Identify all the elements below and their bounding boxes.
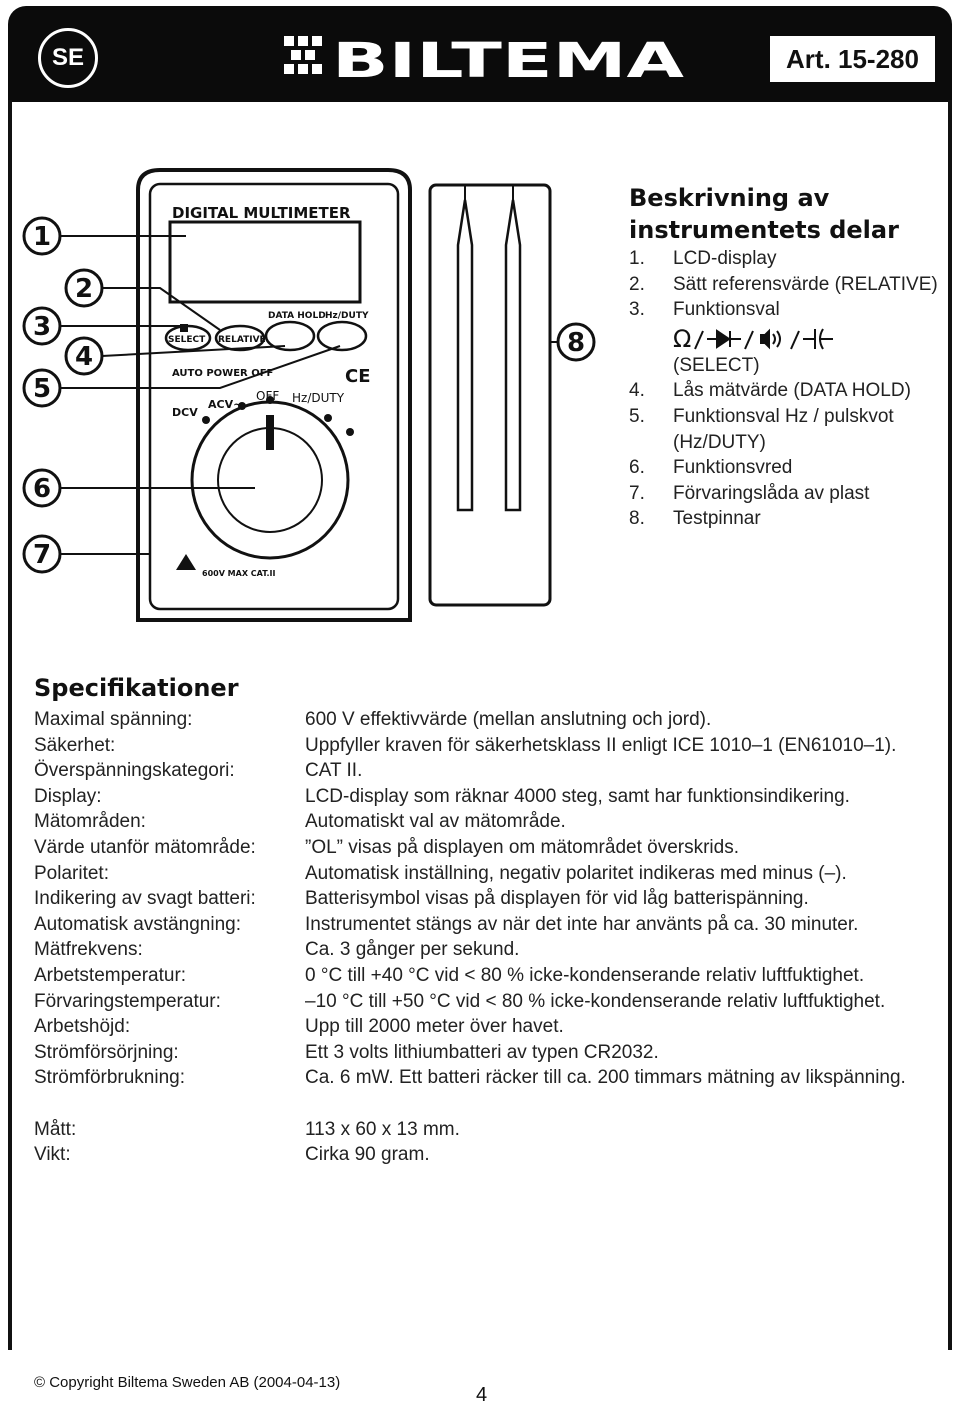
spec-row: Polaritet: Automatisk inställning, negativ polaritet indikeras med minus (–).	[34, 862, 847, 884]
spec-table	[34, 707, 934, 1168]
callout-8: 8	[566, 328, 586, 358]
language-badge: SE	[38, 28, 98, 88]
function-symbols	[629, 323, 939, 353]
callout-5: 5	[32, 374, 52, 404]
hz-duty-button-label: Hz/DUTY	[325, 311, 369, 321]
spec-heading: Specifikationer	[34, 674, 239, 702]
list-item: 6. Funktionsvred	[629, 457, 793, 479]
list-item: 4. Lås mätvärde (DATA HOLD)	[629, 380, 911, 402]
list-item: 1. LCD-display	[629, 248, 777, 269]
spec-row: Maximal spänning: 600 V effektivvärde (mellan anslutning och jord).	[34, 709, 712, 730]
relative-button-label: RELATIVE	[218, 335, 266, 345]
spec-row: Värde utanför mätområde: ”OL” visas på displayen om mätområdet överskrids.	[34, 836, 739, 858]
dcv-label: DCV	[172, 406, 198, 419]
callout-2: 2	[74, 274, 94, 304]
list-item: 3. Funktionsval	[629, 299, 780, 321]
off-label: OFF	[256, 389, 280, 403]
lcd-title: DIGITAL MULTIMETER	[172, 204, 351, 222]
select-button-label: SELECT	[168, 335, 206, 345]
spec-row: Vikt: Cirka 90 gram.	[34, 1144, 430, 1166]
callout-3: 3	[32, 312, 52, 342]
hz-duty-dial-label: Hz/DUTY	[292, 391, 345, 405]
warning-label: 600V MAX CAT.II	[202, 569, 276, 578]
data-hold-label: DATA HOLD	[268, 311, 326, 321]
spacer	[34, 1091, 934, 1117]
header-band	[8, 6, 952, 102]
callout-6: 6	[32, 474, 52, 504]
spec-row: Överspänningskategori: CAT II.	[34, 760, 363, 782]
list-item: 5. Funktionsval Hz / pulskvot (Hz/DUTY)	[629, 405, 894, 453]
frame-left	[8, 100, 12, 1350]
spec-row: Arbetstemperatur: 0 °C till +40 °C vid < 80 % icke-kondenserande relativ luftfuktighet.	[34, 964, 865, 986]
spec-row: Mätfrekvens: Ca. 3 gånger per sekund.	[34, 939, 520, 961]
spec-row: Indikering av svagt batteri: Batterisymbol visas på displayen för vid låg batterispänning.	[34, 888, 809, 910]
parts-heading: Beskrivning av instrumentets delar	[629, 184, 899, 244]
callout-1: 1	[32, 222, 52, 252]
svg-text:Ω: Ω	[673, 324, 692, 353]
copyright-notice: © Copyright Biltema Sweden AB (2004-04-13)	[34, 1374, 341, 1391]
spec-row: Förvaringstemperatur: –10 °C till +50 °C vid < 80 % icke-kondenserande relativ luftfuktighet.	[34, 990, 886, 1012]
list-item: 8. Testpinnar	[629, 508, 761, 530]
page-number: 4	[476, 1384, 488, 1406]
list-item: 7. Förvaringslåda av plast	[629, 482, 870, 504]
spec-row: Strömförsörjning: Ett 3 volts lithiumbatteri av typen CR2032.	[34, 1041, 659, 1063]
spec-row: Säkerhet: Uppfyller kraven för säkerhetsklass II enligt ICE 1010–1 (EN61010–1).	[34, 734, 897, 756]
spec-row: Strömförbrukning: Ca. 6 mW. Ett batteri räcker till ca. 200 timmars mätning av likspänning.	[34, 1067, 906, 1089]
auto-power-off-label: AUTO POWER OFF	[172, 368, 274, 379]
spec-row: Mått: 113 x 60 x 13 mm.	[34, 1118, 460, 1140]
callout-4: 4	[74, 342, 94, 372]
ce-mark: CE	[345, 366, 371, 387]
ohm-diode-buzzer-capacitor-icon	[673, 323, 873, 353]
list-item: (SELECT)	[673, 354, 760, 376]
parts-list	[629, 246, 939, 532]
spec-row: Arbetshöjd: Upp till 2000 meter över havet.	[34, 1016, 564, 1038]
frame-right	[948, 100, 952, 1350]
acv-label: ACV~	[208, 398, 243, 411]
spec-row: Display: LCD-display som räknar 4000 steg, samt har funktionsindikering.	[34, 785, 850, 807]
multimeter-illustration	[20, 150, 620, 640]
article-number: Art. 15-280	[770, 36, 935, 82]
biltema-logo	[284, 32, 686, 82]
spec-row: Mätområden: Automatiskt val av mätområde.	[34, 811, 566, 833]
list-item: 2. Sätt referensvärde (RELATIVE)	[629, 273, 938, 295]
callout-7: 7	[32, 540, 52, 570]
svg-text:BILTEMA: BILTEMA	[332, 33, 684, 82]
spec-row: Automatisk avstängning: Instrumentet stängs av när det inte har använts på ca. 30 minuter.	[34, 913, 859, 935]
